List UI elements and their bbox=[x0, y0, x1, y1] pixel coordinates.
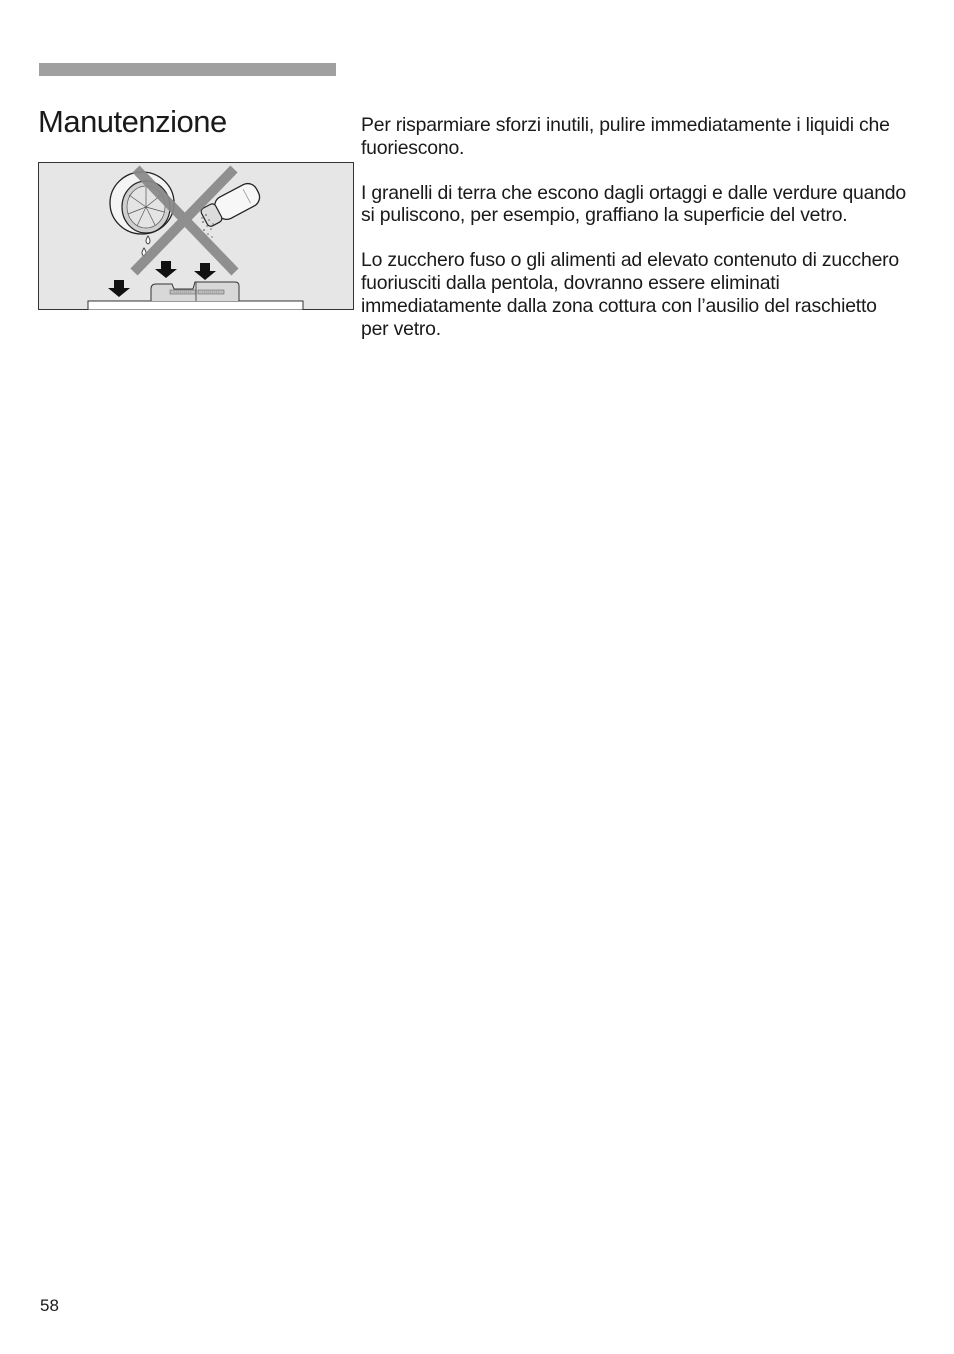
maintenance-illustration bbox=[38, 162, 354, 310]
paragraph-liquids: Per risparmiare sforzi inutili, pulire immediatamente i liquidi che fuoriescono. bbox=[361, 114, 890, 159]
page-title: Manutenzione bbox=[38, 104, 227, 139]
paragraph-soil-grains: I granelli di terra che escono dagli ortaggi e dalle verdure quando si puliscono, per esempio, graffiano la superficie del vetro. bbox=[361, 181, 906, 227]
body-text bbox=[361, 114, 906, 362]
section-header-bar bbox=[39, 63, 336, 76]
paragraph-sugar: Lo zucchero fuso o gli alimenti ad elevato contenuto di zucchero fuoriusciti dalla pentola, dovranno essere eliminati immediatamente dalla zona cottura con l’ausilio del raschietto per vetro. bbox=[361, 249, 900, 340]
page-number: 58 bbox=[40, 1296, 59, 1315]
